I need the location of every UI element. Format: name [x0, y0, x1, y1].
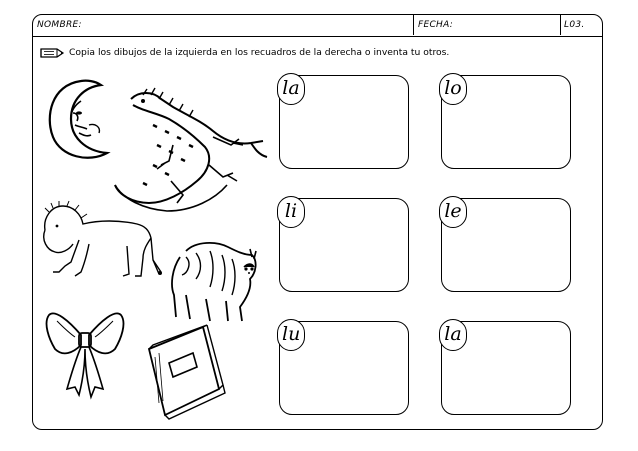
lion-drawing [39, 200, 164, 285]
instruction-text: Copia los dibujos de la izquierda en los recuadros de la derecha o inventa tu otros. [69, 47, 450, 58]
syllable-badge: la [277, 73, 305, 105]
practice-box[interactable] [279, 75, 409, 169]
header-row [33, 15, 602, 37]
header-divider [560, 15, 561, 35]
practice-box[interactable] [279, 321, 409, 415]
date-label: FECHA: [418, 20, 454, 30]
practice-box[interactable] [279, 198, 409, 292]
syllable-badge: lo [439, 73, 467, 105]
pencil-icon [39, 47, 65, 59]
syllable-badge: li [277, 196, 305, 228]
lemur-drawing [166, 233, 261, 325]
syllable-badge: la [439, 319, 467, 351]
sheet-code: L03. [564, 20, 585, 30]
practice-box[interactable] [441, 321, 571, 415]
bow-drawing [45, 305, 125, 403]
syllable-badge: lu [277, 319, 305, 351]
practice-box[interactable] [441, 75, 571, 169]
book-drawing [145, 323, 229, 423]
header-divider [413, 15, 414, 35]
moon-drawing [41, 77, 113, 163]
syllable-badge: le [439, 196, 467, 228]
name-label: NOMBRE: [37, 20, 82, 30]
practice-box[interactable] [441, 198, 571, 292]
worksheet [32, 14, 603, 430]
